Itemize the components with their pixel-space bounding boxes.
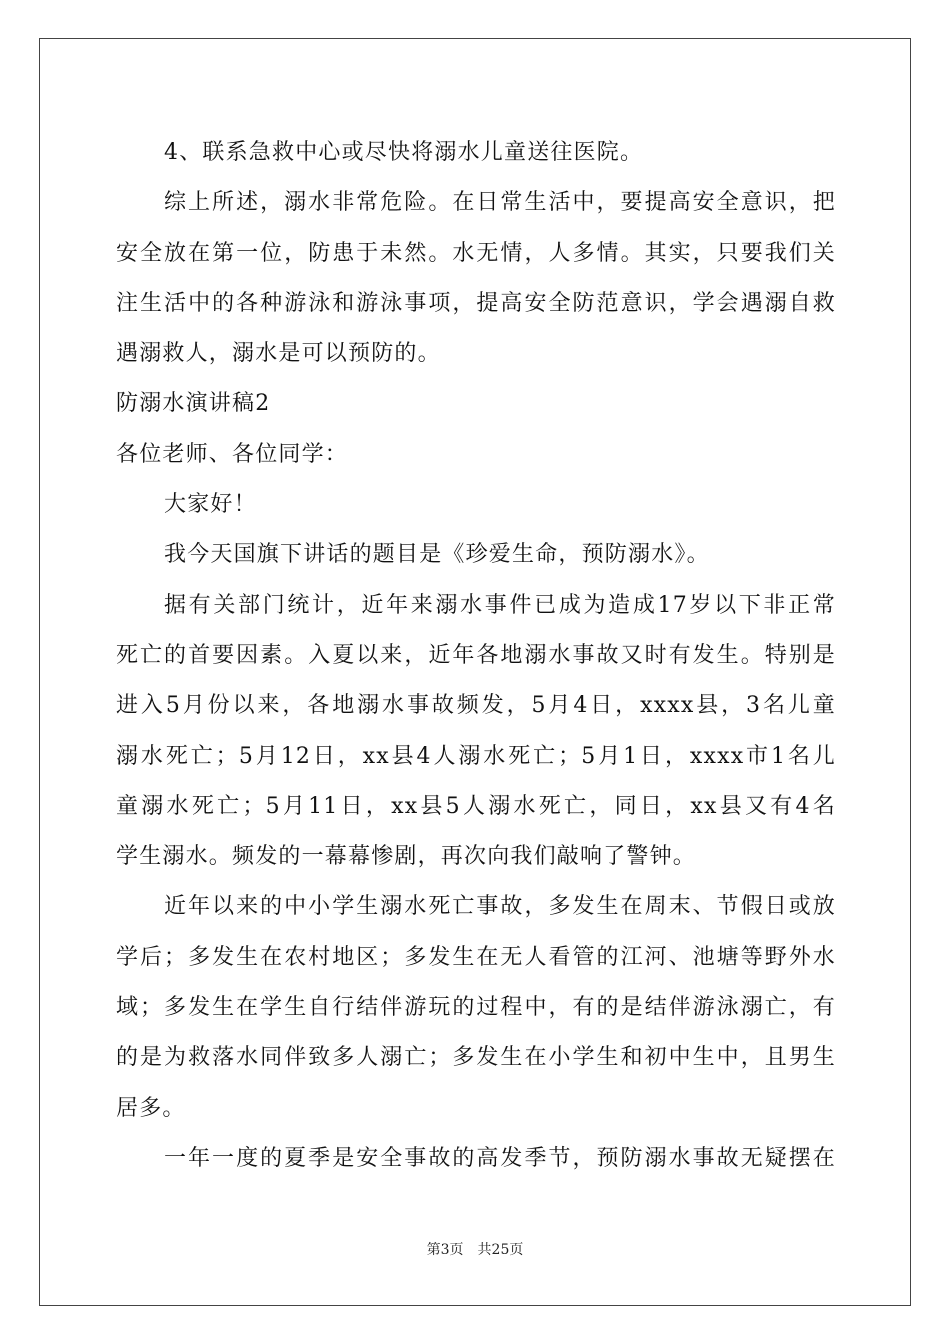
text-line: 的是为救落水同伴致多人溺亡；多发生在小学生和初中生中，且男生 [116,1045,836,1071]
text-line: 我今天国旗下讲话的题目是《珍爱生命，预防溺水》。 [164,542,710,568]
greeting: 大家好！ [164,492,257,518]
page-footer [0,1239,950,1259]
text-line: 学后；多发生在农村地区；多发生在无人看管的江河、池塘等野外水 [116,944,836,970]
salutation: 各位老师、各位同学： [116,441,349,467]
text-line: 童溺水死亡；5月11日，xx县5人溺水死亡，同日，xx县又有4名 [116,793,836,819]
text-line: 4、联系急救中心或尽快将溺水儿童送往医院。 [164,140,644,165]
page-total: 共25页 [477,1242,524,1258]
text-line: 一年一度的夏季是安全事故的高发季节，预防溺水事故无疑摆在 [164,1145,836,1171]
text-line: 近年以来的中小学生溺水死亡事故，多发生在周末、节假日或放 [164,894,836,920]
text-line: 综上所述，溺水非常危险。在日常生活中，要提高安全意识，把 [164,190,836,216]
text-line: 进入5月份以来，各地溺水事故频发，5月4日，xxxx县，3名儿童 [116,693,836,719]
text-line: 据有关部门统计，近年来溺水事件已成为造成17岁以下非正常 [164,592,836,618]
text-line: 学生溺水。频发的一幕幕惨剧，再次向我们敲响了警钟。 [116,844,697,870]
page-number: 第3页 [426,1242,464,1258]
text-line: 域；多发生在学生自行结伴游玩的过程中，有的是结伴游泳溺亡，有 [116,995,836,1021]
text-line: 溺水死亡；5月12日，xx县4人溺水死亡；5月1日，xxxx市1名儿 [116,743,836,769]
text-line: 居多。 [116,1095,186,1121]
text-line: 注生活中的各种游泳和游泳事项，提高安全防范意识，学会遇溺自救 [116,290,836,316]
document-body [116,128,836,1184]
text-line: 遇溺救人，溺水是可以预防的。 [116,341,441,367]
section-heading: 防溺水演讲稿2 [116,391,271,417]
text-line: 安全放在第一位，防患于未然。水无情，人多情。其实，只要我们关 [116,240,836,266]
text-line: 死亡的首要因素。入夏以来，近年各地溺水事故又时有发生。特别是 [116,642,836,668]
